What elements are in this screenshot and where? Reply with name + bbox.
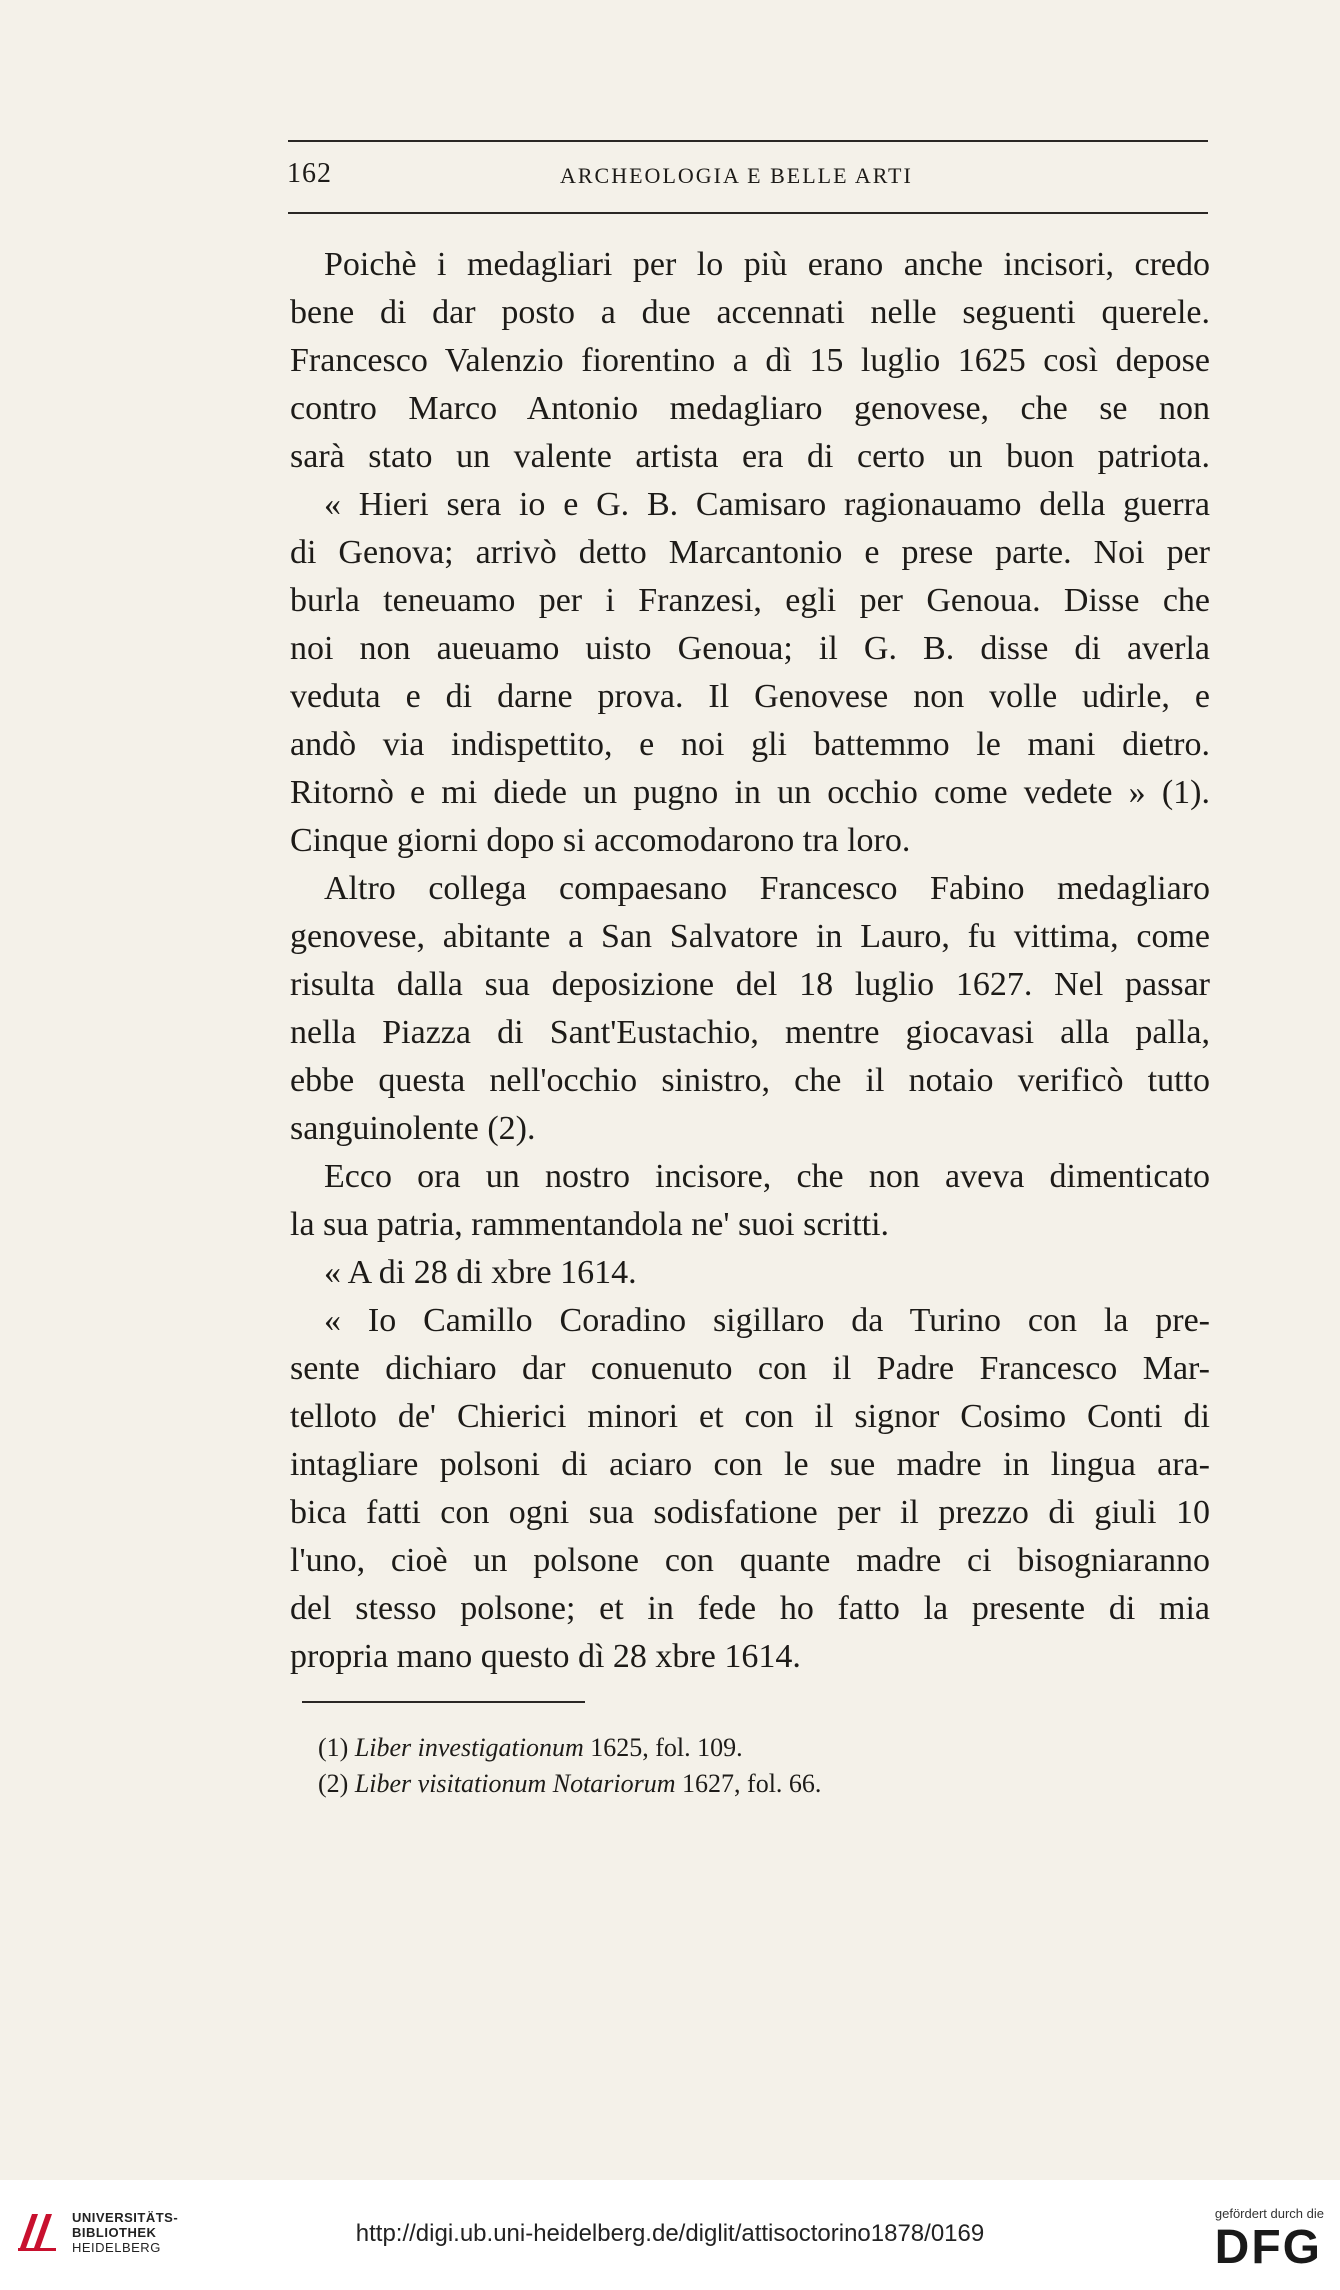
text-line: bene di dar posto a due accennati nelle seguenti querele. bbox=[290, 294, 1210, 331]
library-name-line: BIBLIOTHEK bbox=[72, 2225, 157, 2240]
footnote-mark: (2) bbox=[318, 1769, 349, 1798]
text-line: nella Piazza di Sant'Eustachio, mentre giocavasi alla palla, bbox=[290, 1014, 1210, 1051]
text-line: la sua patria, rammentandola ne' suoi scritti. bbox=[290, 1206, 890, 1243]
text-line: Ecco ora un nostro incisore, che non aveva dimenticato bbox=[324, 1158, 1210, 1195]
text-line: andò via indispettito, e noi gli battemmo le mani dietro. bbox=[290, 726, 1210, 763]
footnote-ref: 1627, fol. 66. bbox=[682, 1769, 822, 1798]
text-line: genovese, abitante a San Salvatore in Lauro, fu vittima, come bbox=[290, 918, 1210, 955]
text-line: Francesco Valenzio fiorentino a dì 15 luglio 1625 così depose bbox=[290, 342, 1210, 379]
text-line: Altro collega compaesano Francesco Fabino medagliaro bbox=[324, 870, 1210, 907]
footnotes bbox=[318, 1730, 821, 1802]
text-line: Cinque giorni dopo si accomodarono tra loro. bbox=[290, 822, 911, 859]
permalink-url[interactable]: http://digi.ub.uni-heidelberg.de/diglit/attisoctorino1878/0169 bbox=[355, 2220, 985, 2247]
text-line: intagliare polsoni di aciaro con le sue madre in lingua ara- bbox=[290, 1446, 1210, 1483]
footer-bar bbox=[0, 2180, 1340, 2290]
footnote-1 bbox=[318, 1730, 821, 1766]
text-line: « Io Camillo Coradino sigillaro da Turino con la pre- bbox=[324, 1302, 1210, 1339]
text-line: Poichè i medagliari per lo più erano anche incisori, credo bbox=[324, 246, 1210, 283]
footnote-title: Liber investigationum bbox=[354, 1733, 584, 1762]
text-line: « A di 28 di xbre 1614. bbox=[324, 1254, 637, 1291]
text-line: sanguinolente (2). bbox=[290, 1110, 536, 1147]
text-line: ebbe questa nell'occhio sinistro, che il notaio verificò tutto bbox=[290, 1062, 1210, 1099]
text-line: l'uno, cioè un polsone con quante madre ci bisogniaranno bbox=[290, 1542, 1210, 1579]
text-line: telloto de' Chierici minori et con il signor Cosimo Conti di bbox=[290, 1398, 1210, 1435]
running-title: ARCHEOLOGIA E BELLE ARTI bbox=[560, 163, 913, 188]
page-number: 162 bbox=[287, 158, 332, 189]
header-top-rule bbox=[288, 140, 1208, 142]
footnote-title: Liber visitationum Notariorum bbox=[354, 1769, 676, 1798]
body-text bbox=[290, 241, 1210, 1681]
footnote-rule bbox=[302, 1701, 585, 1703]
text-line: bica fatti con ogni sua sodisfatione per il prezzo di giuli 10 bbox=[290, 1494, 1210, 1531]
text-line: Ritornò e mi diede un pugno in un occhio come vedete » (1). bbox=[290, 774, 1210, 811]
library-name-line: UNIVERSITÄTS- bbox=[72, 2210, 179, 2225]
footnote-2 bbox=[318, 1766, 821, 1802]
funder-caption: gefördert durch die bbox=[1214, 2206, 1324, 2221]
header-bottom-rule bbox=[288, 212, 1208, 214]
dfg-logo: DFG bbox=[1214, 2221, 1322, 2274]
text-line: burla teneuamo per i Franzesi, egli per Genoua. Disse che bbox=[290, 582, 1210, 619]
text-line: risulta dalla sua deposizione del 18 luglio 1627. Nel passar bbox=[290, 966, 1210, 1003]
text-line: contro Marco Antonio medagliaro genovese, che se non bbox=[290, 390, 1210, 427]
footnote-mark: (1) bbox=[318, 1733, 349, 1762]
text-line: di Genova; arrivò detto Marcantonio e prese parte. Noi per bbox=[290, 534, 1210, 571]
text-line: « Hieri sera io e G. B. Camisaro ragionauamo della guerra bbox=[324, 486, 1210, 523]
text-line: sente dichiaro dar conuenuto con il Padre Francesco Mar- bbox=[290, 1350, 1210, 1387]
text-line: propria mano questo dì 28 xbre 1614. bbox=[290, 1638, 801, 1675]
text-line: noi non aueuamo uisto Genoua; il G. B. disse di averla bbox=[290, 630, 1210, 667]
library-name-line: HEIDELBERG bbox=[72, 2240, 161, 2255]
text-line: veduta e di darne prova. Il Genovese non volle udirle, e bbox=[290, 678, 1210, 715]
text-line: sarà stato un valente artista era di certo un buon patriota. bbox=[290, 438, 1210, 475]
text-line: del stesso polsone; et in fede ho fatto la presente di mia bbox=[290, 1590, 1210, 1627]
footnote-ref: 1625, fol. 109. bbox=[590, 1733, 743, 1762]
